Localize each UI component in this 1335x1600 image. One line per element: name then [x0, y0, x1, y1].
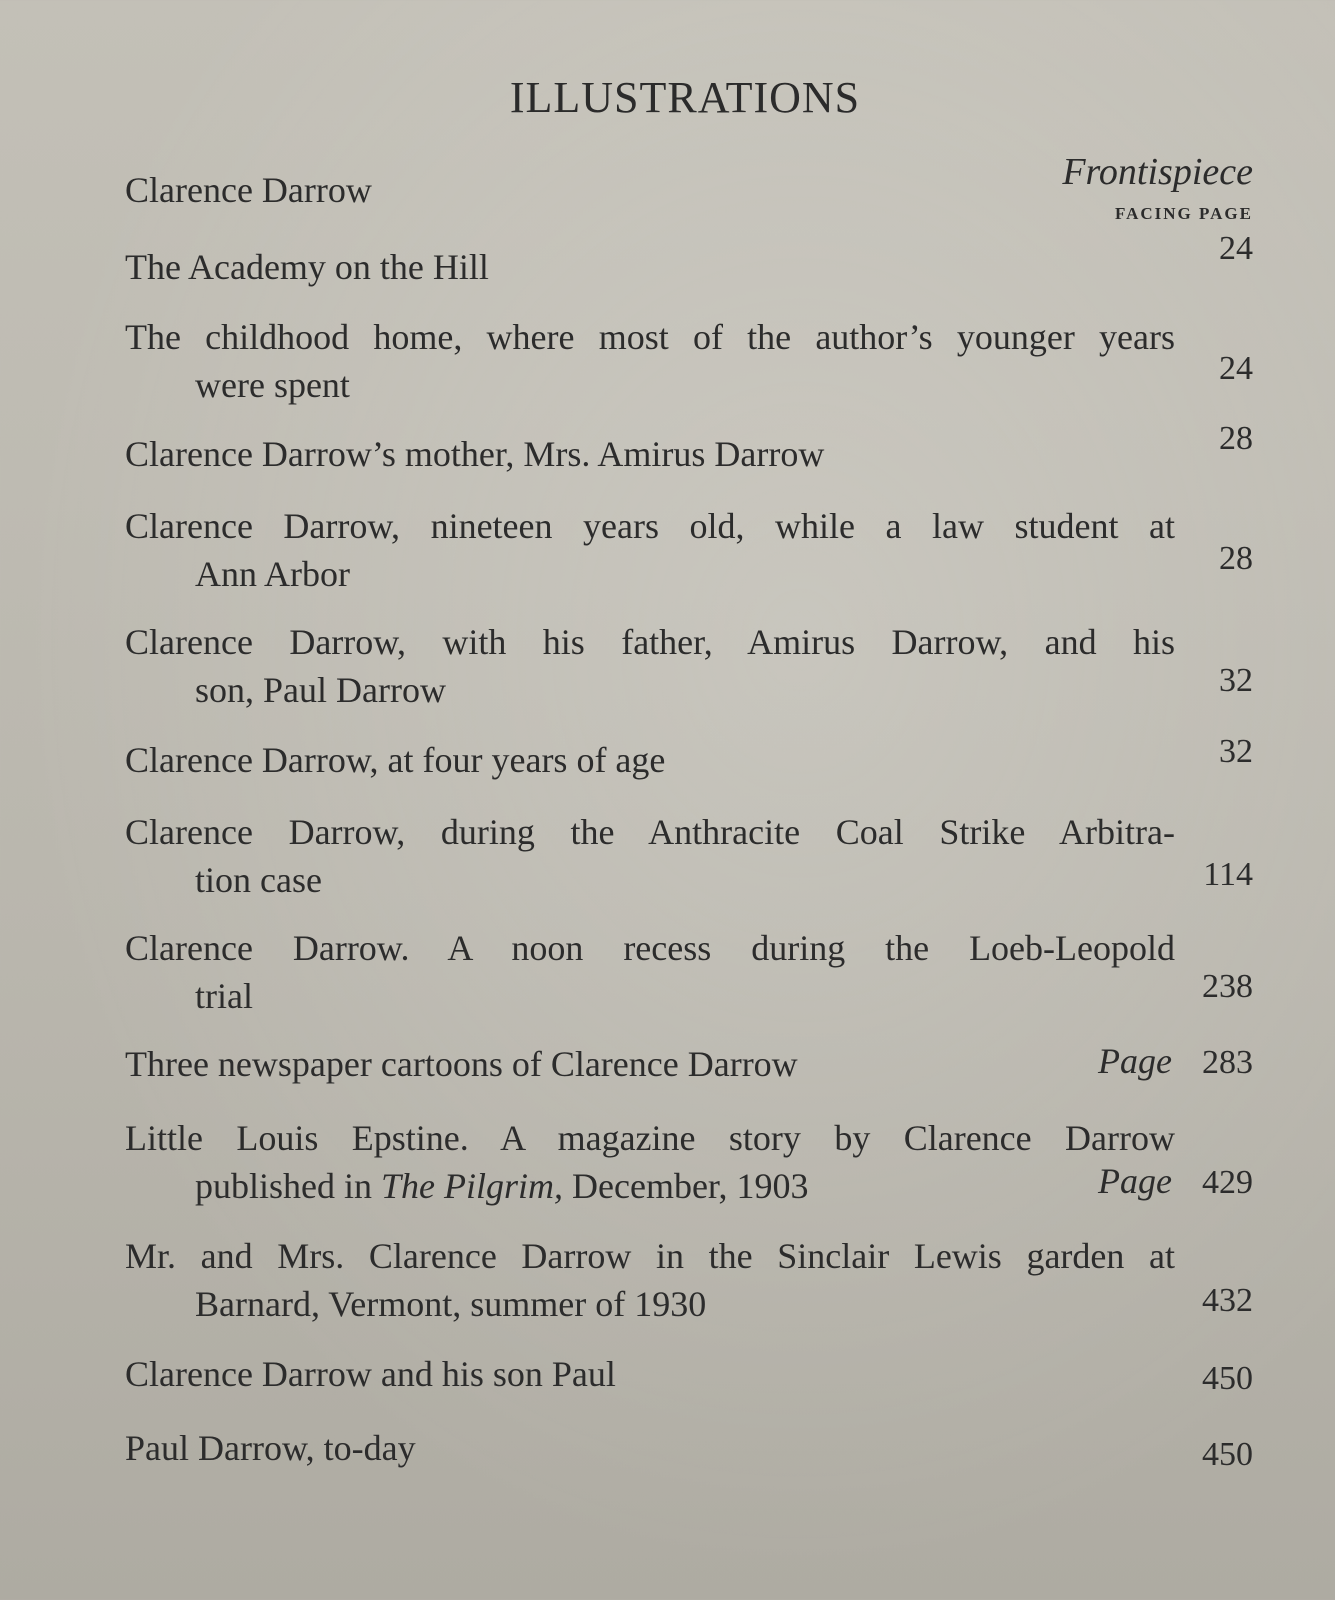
list-item — [125, 1350, 1175, 1398]
facing-page-label: FACING PAGE — [1114, 204, 1253, 223]
list-item — [125, 1232, 1175, 1328]
entry-caption-line2: Ann Arbor — [195, 554, 350, 594]
page-word-label: Page — [1098, 1161, 1172, 1201]
list-item — [125, 502, 1175, 598]
entry-caption-line1: Clarence Darrow, during the Anthracite Coal Strike Arbitra- — [125, 812, 1175, 852]
entry-page-number: 238 — [1202, 968, 1253, 1005]
list-item — [125, 1424, 1175, 1472]
entry-page-number: 28 — [1219, 420, 1253, 457]
list-item — [125, 1114, 1175, 1210]
entry-page-number: 32 — [1219, 662, 1253, 699]
list-item — [125, 808, 1175, 904]
entry-caption-line2: were spent — [195, 365, 350, 405]
list-item — [125, 1040, 1175, 1088]
list-item — [125, 924, 1175, 1020]
list-item — [125, 430, 1175, 478]
entry-page-number: 24 — [1219, 350, 1253, 387]
entry-caption-line1: Clarence Darrow, with his father, Amirus Darrow, and his — [125, 622, 1175, 662]
list-item — [125, 166, 1175, 214]
entry-caption-line2: Barnard, Vermont, summer of 1930 — [195, 1284, 707, 1324]
entry-caption-line2-post: December, 1903 — [563, 1166, 809, 1206]
entry-caption-line1: Mr. and Mrs. Clarence Darrow in the Sinclair Lewis garden at — [125, 1236, 1175, 1276]
page-word-label: Page — [1098, 1041, 1172, 1081]
entry-page-number: 450 — [1202, 1360, 1253, 1397]
entry-page-number: 32 — [1219, 733, 1253, 770]
entry-page-number: 450 — [1202, 1436, 1253, 1473]
entry-caption-line1: Clarence Darrow. A noon recess during the Loeb-Leopold — [125, 928, 1175, 968]
entry-caption-line1: Clarence Darrow, nineteen years old, while a law student at — [125, 506, 1175, 546]
entry-caption: Paul Darrow, to-day — [125, 1428, 416, 1468]
entry-caption-line2-pre: published in — [195, 1166, 381, 1206]
entry-caption: Clarence Darrow — [125, 170, 372, 210]
list-item — [125, 618, 1175, 714]
list-item — [125, 313, 1175, 409]
entry-page-number: 283 — [1202, 1044, 1253, 1081]
entry-page-number: 432 — [1202, 1282, 1253, 1319]
entry-caption: Clarence Darrow, at four years of age — [125, 740, 666, 780]
page-title: ILLUSTRATIONS — [509, 73, 861, 122]
entry-caption: Clarence Darrow and his son Paul — [125, 1354, 616, 1394]
entry-caption-line1: The childhood home, where most of the author’s younger years — [125, 317, 1175, 357]
entry-caption: Three newspaper cartoons of Clarence Darrow — [125, 1044, 798, 1084]
frontispiece-label: Frontispiece — [1062, 151, 1253, 193]
entry-caption-line2: son, Paul Darrow — [195, 670, 446, 710]
entry-caption-line2: tion case — [195, 860, 322, 900]
entry-caption-line2: trial — [195, 976, 253, 1016]
entry-page-number: 24 — [1219, 230, 1253, 267]
entry-caption-line2 — [125, 1162, 1175, 1210]
list-item — [125, 243, 1175, 291]
entry-caption: Clarence Darrow’s mother, Mrs. Amirus Darrow — [125, 434, 825, 474]
publication-title: The Pilgrim, — [381, 1166, 564, 1206]
entry-caption-line1: Little Louis Epstine. A magazine story by Clarence Darrow — [125, 1118, 1175, 1158]
entry-page-number: 114 — [1203, 856, 1253, 893]
entry-caption: The Academy on the Hill — [125, 247, 489, 287]
entry-page-number: 28 — [1219, 540, 1253, 577]
entry-page-number: 429 — [1202, 1164, 1253, 1201]
list-item — [125, 736, 1175, 784]
